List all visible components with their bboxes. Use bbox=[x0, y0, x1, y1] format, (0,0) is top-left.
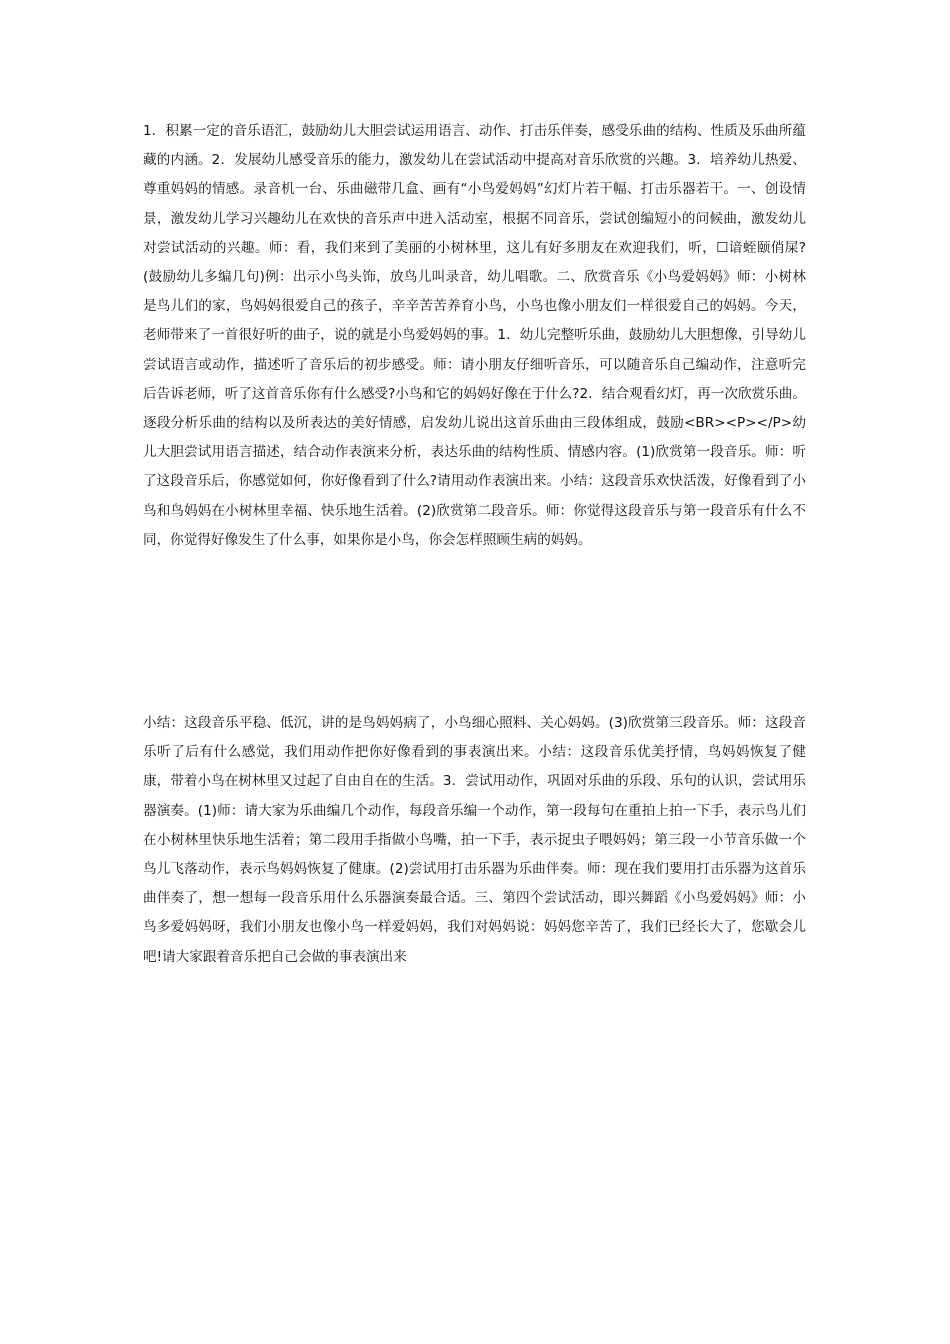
body-paragraph-2: 小结：这段音乐平稳、低沉，讲的是鸟妈妈病了，小鸟细心照料、关心妈妈。(3)欣赏第三段音乐。师：这段音乐听了后有什么感觉，我们用动作把你好像看到的事表演出来。小结：这段音乐优美抒情，鸟妈妈恢复了健康，带着小鸟在树林里又过起了自由自在的生活。3．尝试用动作，巩固对乐曲的乐段、乐句的认识，尝试用乐器演奏。(1)师：请大家为乐曲编几个动作，每段音乐编一个动作，第一段每句在重拍上拍一下手，表示鸟儿们在小树林里快乐地生活着；第二段用手指做小鸟嘴，拍一下手，表示捉虫子喂妈妈；第三段一小节音乐做一个鸟儿飞落动作，表示鸟妈妈恢复了健康。(2)尝试用打击乐器为乐曲伴奏。师：现在我们要用打击乐器为这首乐曲伴奏了，想一想每一段音乐用什么乐器演奏最合适。三、第四个尝试活动，即兴舞蹈《小鸟爱妈妈》师：小鸟多爱妈妈呀，我们小朋友也像小鸟一样爱妈妈，我们对妈妈说：妈妈您辛苦了，我们已经长大了，您歇会儿吧!请大家跟着音乐把自己会做的事表演出来 bbox=[143, 715, 806, 965]
body-paragraph-1: 1．积累一定的音乐语汇，鼓励幼儿大胆尝试运用语言、动作、打击乐伴奏，感受乐曲的结构、性质及乐曲所蕴藏的内涵。2．发展幼儿感受音乐的能力，激发幼儿在尝试活动中提高对音乐欣赏的兴趣。3．培养幼儿热爱、尊重妈妈的情感。录音机一台、乐曲磁带几盒、画有“小鸟爱妈妈”幻灯片若干幅、打击乐器若干。一、创设情景，激发幼儿学习兴趣幼儿在欢快的音乐声中进入活动室，根据不同音乐，尝试创编短小的问候曲，激发幼儿对尝试活动的兴趣。师：看，我们来到了美丽的小树林里，这儿有好多朋友在欢迎我们，听，☐谙蛭颐俏屎?(鼓励幼儿多编几句)例：出示小鸟头饰，放鸟儿叫录音，幼儿唱歌。二、欣赏音乐《小鸟爱妈妈》师：小树林是鸟儿们的家，鸟妈妈很爱自己的孩子，辛辛苦苦养育小鸟，小鸟也像小朋友们一样很爱自己的妈妈。今天，老师带来了一首很好听的曲子，说的就是小鸟爱妈妈的事。1．幼儿完整听乐曲，鼓励幼儿大胆想像，引导幼儿尝试语言或动作，描述听了音乐后的初步感受。师：请小朋友仔细听音乐，可以随音乐自己编动作，注意听完后告诉老师，听了这首音乐你有什么感受?小鸟和它的妈妈好像在于什么?2．结合观看幻灯，再一次欣赏乐曲。逐段分析乐曲的结构以及所表达的美好情感，启发幼儿说出这首乐曲由三段体组成，鼓励<BR><P></P>幼儿大胆尝试用语言描述，结合动作表演来分析，表达乐曲的结构性质、情感内容。(1)欣赏第一段音乐。师：听了这段音乐后，你感觉如何，你好像看到了什么?请用动作表演出来。小结：这段音乐欢快活泼，好像看到了小鸟和鸟妈妈在小树林里幸福、快乐地生活着。(2)欣赏第二段音乐。师：你觉得这段音乐与第一段音乐有什么不同，你觉得好像发生了什么事，如果你是小鸟，你会怎样照顾生病的妈妈。 bbox=[143, 123, 806, 548]
